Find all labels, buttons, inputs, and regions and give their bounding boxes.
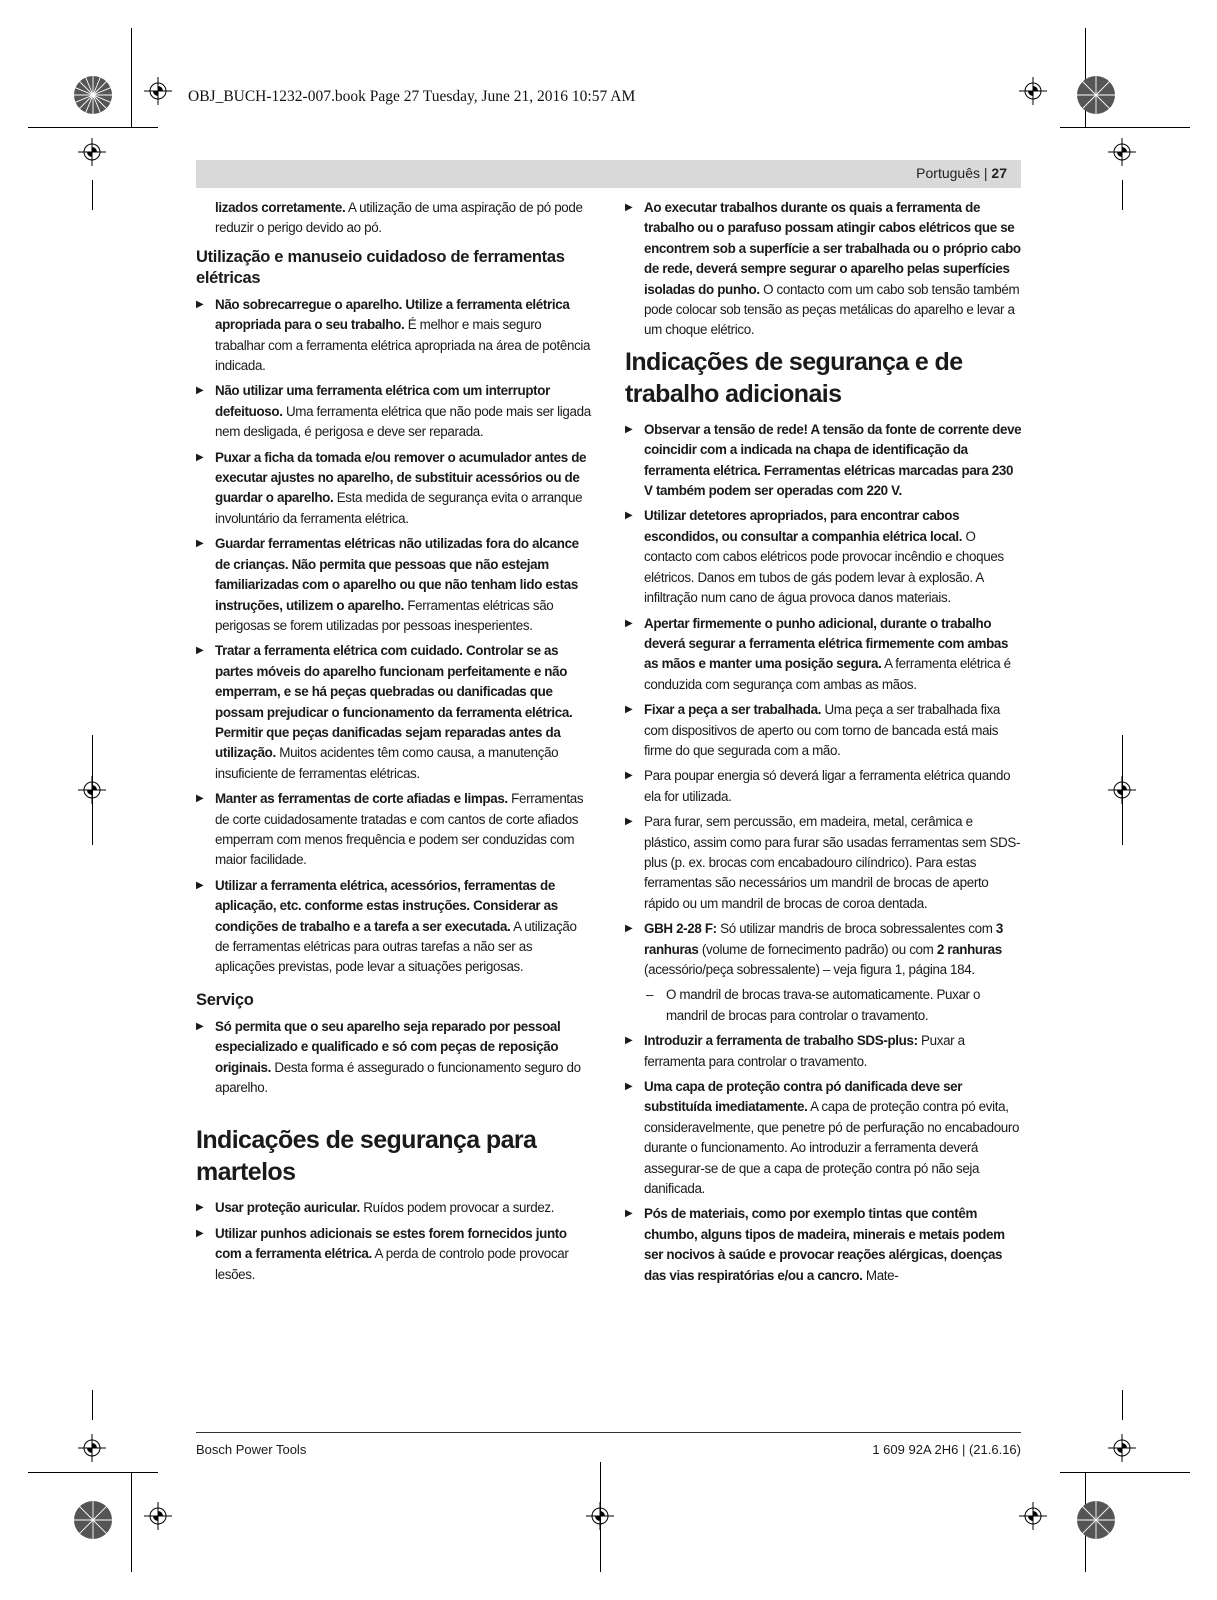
registration-mark-bottom-1: [144, 1502, 172, 1530]
bullet-text: Ferramentas elétricas são perigosas se forem utilizadas por pessoas inesperientes.: [215, 597, 554, 633]
bullet-item: [625, 198, 1022, 341]
dash-item: – O mandril de brocas trava-se automaticamente. Puxar o mandril de brocas para controlar o travamento.: [625, 985, 1022, 1026]
footer-brand: Bosch Power Tools: [196, 1442, 307, 1457]
sunburst-mark-top-left: [73, 75, 113, 115]
bullet-item: [196, 789, 594, 871]
bullet-strong: Fixar a peça a ser trabalhada.: [644, 702, 822, 718]
gbh-text-1: Só utilizar mandris de broca sobressalentes com: [716, 921, 996, 937]
bullet-strong: Usar proteção auricular.: [215, 1200, 360, 1216]
bullet-text: Puxar a ferramenta para controlar o travamento.: [644, 1033, 965, 1069]
bullet-text: A utilização de ferramentas elétricas para outras tarefas a não ser as aplicações previstas, pode levar a situações perigosas.: [215, 918, 577, 975]
right-column: [625, 198, 1022, 1291]
bullet-strong: Manter as ferramentas de corte afiadas e limpas.: [215, 791, 508, 807]
registration-mark-right-bottom: [1108, 1434, 1136, 1462]
bullet-item: [625, 1077, 1022, 1199]
gbh-grooves-3: 3 ranhuras: [644, 921, 1003, 957]
bullet-item: [196, 295, 594, 377]
bullet-item: [625, 614, 1022, 696]
header-separator: |: [980, 165, 992, 181]
bullet-text: O contacto com um cabo sob tensão também pode colocar sob tensão as peças metálicas do aparelho e levar a um choque elétrico.: [644, 281, 1020, 338]
registration-mark-left-bottom: [78, 1434, 106, 1462]
registration-mark-left-top: [78, 138, 106, 166]
bullet-item: [196, 641, 594, 784]
page-number: 27: [991, 165, 1007, 181]
bullet-text: O contacto com cabos elétricos pode provocar incêndio e choques elétricos. Danos em tubos de gás podem levar à explosão. A infiltração num cano de água provoca danos materiais.: [644, 528, 1004, 606]
bullet-strong: Utilizar detetores apropriados, para encontrar cabos escondidos, ou consultar a companhia elétrica local.: [644, 508, 963, 544]
bullet-text: A ferramenta elétrica é conduzida com segurança com ambas as mãos.: [644, 656, 1011, 692]
bullet-strong: Uma capa de proteção contra pó danificada deve ser substituída imediatamente.: [644, 1079, 963, 1115]
bullet-strong: Utilizar punhos adicionais se estes forem fornecidos junto com a ferramenta elétrica.: [215, 1225, 567, 1262]
bullet-text: A capa de proteção contra pó evita, consideravelmente, que penetre pó de perfuração no encabadouro durante o funcionamento. Ao introduzir a ferramenta deverá assegurar-se de que a capa de proteção contra pó não seja danificada.: [644, 1099, 1020, 1197]
bullet-text: É melhor e mais seguro trabalhar com a ferramenta elétrica apropriada na área de potência indicada.: [215, 317, 591, 374]
heading-hammers: Indicações de segurança para martelos: [196, 1126, 537, 1187]
bullet-item: [625, 1031, 1022, 1072]
bullet-strong: Ao executar trabalhos durante os quais a ferramenta de trabalho ou o parafuso possam atingir cabos elétricos que se encontrem sob a superfície a ser trabalhada ou o próprio cabo de rede, deverá sempre segurar o aparelho pelas superfícies isoladas do punho.: [644, 200, 1021, 297]
heading-electric-tools: Utilização e manuseio cuidadoso de ferramentas elétricas: [196, 247, 565, 287]
registration-mark-left-middle: [78, 776, 106, 804]
bullet-item: [625, 812, 1022, 914]
registration-mark-right-top: [1108, 138, 1136, 166]
bullet-strong: Puxar a ficha da tomada e/ou remover o acumulador antes de executar ajustes no aparelho, de substituir acessórios ou de guardar o aparelho.: [215, 449, 587, 506]
bullet-strong: Pós de materiais, como por exemplo tintas que contêm chumbo, alguns tipos de madeira, minerais e metais podem ser nocivos à saúde e provocar reações alérgicas, doenças das vias respiratórias e/ou a cancro.: [644, 1206, 1005, 1283]
intro-strong: lizados corretamente.: [215, 200, 346, 215]
sunburst-mark-top-right: [1076, 75, 1116, 115]
gbh-text-2: (volume de fornecimento padrão) ou com: [698, 941, 937, 957]
bullet-text: Muitos acidentes têm como causa, a manutenção insuficiente de ferramentas elétricas.: [215, 745, 559, 781]
bullet-item: [196, 1017, 594, 1099]
bullet-strong: Guardar ferramentas elétricas não utilizadas fora do alcance de crianças. Não permita que pessoas que não estejam familiarizadas com o aparelho ou que não tenham lido estas instruções, utilizem o aparelho.: [215, 536, 579, 613]
bullet-text: Mate-: [862, 1267, 899, 1283]
bullet-item: [196, 876, 594, 978]
footer-rule: [196, 1432, 1021, 1433]
registration-mark-bottom-2: [1019, 1502, 1047, 1530]
bullet-item: [625, 766, 1022, 807]
bullet-item: [625, 700, 1022, 761]
footer-doc-number: 1 609 92A 2H6 | (21.6.16): [872, 1442, 1021, 1457]
page-header: [196, 160, 1021, 188]
bullet-text: Uma ferramenta elétrica que não pode mais ser ligada nem desligada, é perigosa e deve ser reparada.: [215, 403, 591, 440]
bullet-item: [196, 534, 594, 636]
bullet-strong: Utilizar a ferramenta elétrica, acessórios, ferramentas de aplicação, etc. conforme estas instruções. Considerar as condições de trabalho e a tarefa a ser executada.: [215, 877, 558, 934]
bullet-item: [625, 1204, 1022, 1286]
left-column: [196, 198, 594, 1290]
gbh-text-3: (acessório/peça sobressalente) – veja figura 1, página 184.: [644, 962, 975, 977]
bullet-text: Para furar, sem percussão, em madeira, metal, cerâmica e plástico, assim como para furar são usadas ferramentas sem SDS-plus (p. ex. brocas com encabadouro cilíndrico). Para estas ferramentas são necessários um mandril de brocas de aperto rápido ou um mandril de brocas de coroa dentada.: [644, 814, 1021, 911]
book-info-line: OBJ_BUCH-1232-007.book Page 27 Tuesday, June 21, 2016 10:57 AM: [188, 88, 636, 105]
bullet-strong: Não utilizar uma ferramenta elétrica com um interruptor defeituoso.: [215, 383, 550, 419]
heading-service: Serviço: [196, 990, 254, 1009]
bullet-strong: Observar a tensão de rede! A tensão da fonte de corrente deve coincidir com a indicada na chapa de identificação da ferramenta elétrica. Ferramentas elétricas marcadas para 230 V também podem ser operadas com 220 V.: [644, 421, 1022, 499]
header-text: [916, 165, 1007, 181]
registration-mark-top-2: [1019, 77, 1047, 105]
bullet-item: [625, 420, 1022, 502]
bullet-item: [196, 448, 594, 530]
gbh-model: GBH 2-28 F:: [644, 921, 717, 937]
gbh-grooves-2: 2 ranhuras: [936, 941, 1002, 957]
bullet-text: Ferramentas de corte cuidadosamente tratadas e com cantos de corte afiados emperram com menos frequência e podem ser conduzidas com maior facilidade.: [215, 791, 584, 868]
sunburst-mark-bottom-left: [73, 1500, 113, 1540]
bullet-item: [196, 1198, 594, 1218]
registration-mark-bottom-center: [586, 1502, 614, 1530]
bullet-strong: Introduzir a ferramenta de trabalho SDS-plus:: [644, 1033, 918, 1049]
heading-additional: Indicações de segurança e de trabalho adicionais: [625, 347, 963, 408]
bullet-text: Ruídos podem provocar a surdez.: [359, 1200, 555, 1216]
gbh-chuck-item: [625, 919, 1022, 980]
bullet-strong: Tratar a ferramenta elétrica com cuidado. Controlar se as partes móveis do aparelho funcionam perfeitamente e não emperram, e se há peças quebradas ou danificadas que possam prejudicar o funcionamento da ferramenta elétrica. Permitir que peças danificadas sejam reparadas antes da utilização.: [215, 643, 573, 761]
bullet-text: Para poupar energia só deverá ligar a ferramenta elétrica quando ela for utilizada.: [644, 768, 1011, 804]
bullet-item: [196, 1224, 594, 1285]
registration-mark-right-middle: [1108, 776, 1136, 804]
bullet-strong: Só permita que o seu aparelho seja reparado por pessoal especializado e qualificado e só com peças de reposição originais.: [215, 1018, 561, 1075]
intro-text: A utilização de uma aspiração de pó pode reduzir o perigo devido ao pó.: [215, 200, 583, 236]
sunburst-mark-bottom-right: [1076, 1500, 1116, 1540]
header-language: Português: [916, 165, 980, 181]
bullet-strong: Apertar firmemente o punho adicional, durante o trabalho deverá segurar a ferramenta elétrica firmemente com ambas as mãos e manter uma posição segura.: [644, 615, 1009, 672]
bullet-strong: Não sobrecarregue o aparelho. Utilize a ferramenta elétrica apropriada para o seu trabalho.: [215, 296, 570, 333]
bullet-text: Esta medida de segurança evita o arranque involuntário da ferramenta elétrica.: [215, 490, 583, 526]
intro-paragraph: [196, 198, 594, 239]
bullet-item: [625, 506, 1022, 608]
bullet-text: Desta forma é assegurado o funcionamento seguro do aparelho.: [215, 1059, 581, 1096]
registration-mark-top-1: [144, 77, 172, 105]
bullet-item: [196, 381, 594, 442]
bullet-text: A perda de controlo pode provocar lesões.: [215, 1246, 569, 1282]
bullet-text: Uma peça a ser trabalhada fixa com dispositivos de aperto ou com torno de bancada está mais firme do que segurada com a mão.: [644, 702, 1001, 758]
